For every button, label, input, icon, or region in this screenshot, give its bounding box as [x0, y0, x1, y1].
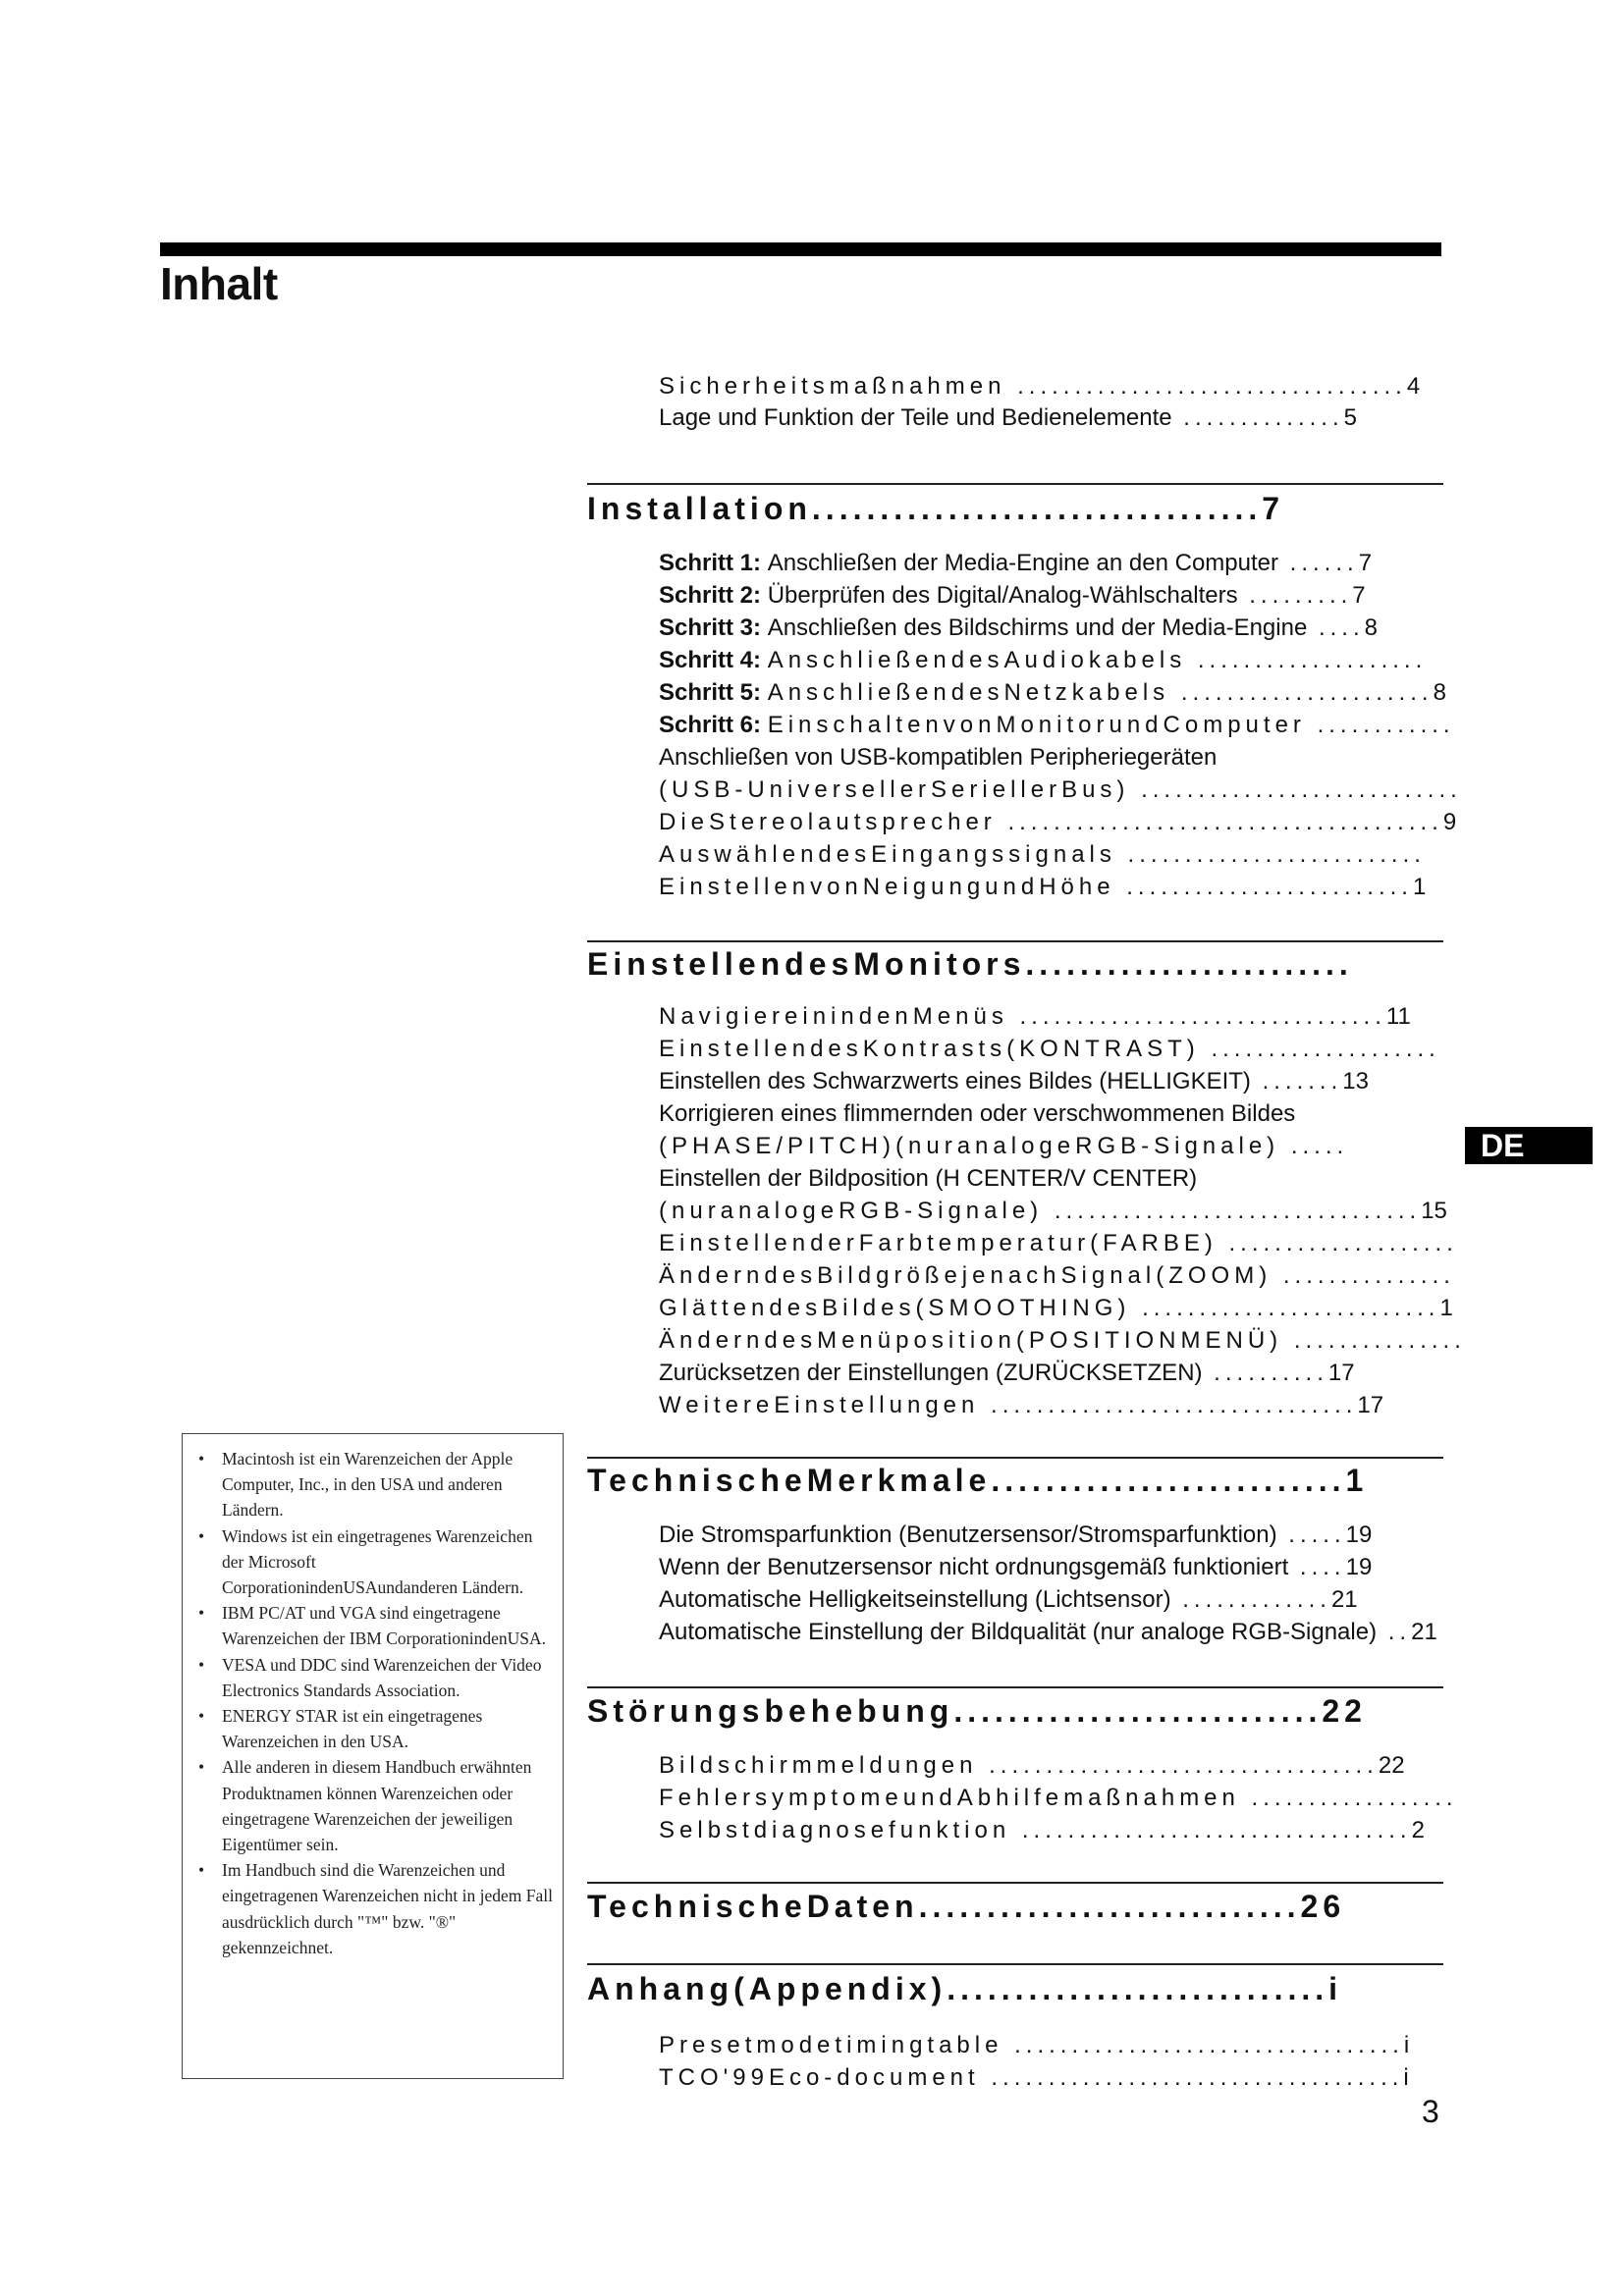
section-title: EinstellendesMonitors	[587, 946, 1026, 982]
toc-page-number: 19	[1345, 1522, 1373, 1548]
toc-entry	[587, 1752, 1405, 1780]
toc-page-number: 21	[1411, 1619, 1437, 1645]
section-title: Installation	[587, 491, 812, 526]
trademark-notes-box	[182, 1433, 564, 2079]
toc-entry	[587, 550, 1372, 577]
toc-entry	[587, 1522, 1372, 1549]
dot-leader: ..................	[1239, 1785, 1458, 1811]
toc-entry	[587, 373, 1420, 400]
section-title: Anhang(Appendix)	[587, 1971, 947, 2006]
toc-page-number: 17	[1357, 1392, 1384, 1418]
toc-entry	[587, 1100, 1295, 1128]
section-page-number: 1	[1345, 1463, 1369, 1498]
dot-leader: ..........................	[1115, 841, 1426, 868]
toc-page-number: 22	[1378, 1752, 1405, 1779]
dot-leader: ..................................	[1005, 373, 1407, 400]
toc-entry-text: Selbstdiagnosefunktion	[659, 1817, 1011, 1843]
step-label: Schritt 5:	[659, 679, 768, 706]
toc-page-number: 2	[1411, 1817, 1425, 1843]
language-tab: DE	[1465, 1127, 1593, 1164]
toc-page-number: 13	[1342, 1068, 1369, 1095]
dot-leader: ....	[1288, 1554, 1346, 1580]
toc-entry-text: Lage und Funktion der Teile und Bedienelemente	[659, 404, 1172, 431]
toc-page-number: 7	[1358, 550, 1373, 576]
dot-leader: ..........	[1202, 1360, 1328, 1386]
toc-entry	[587, 614, 1378, 642]
step-label: Schritt 3:	[659, 614, 768, 641]
toc-entry-text: GlättendesBildes(SMOOTHING)	[659, 1295, 1131, 1321]
toc-entry-text: Die Stromsparfunktion (Benutzersensor/Stromsparfunktion)	[659, 1522, 1277, 1548]
toc-entry-text: EinstellenvonNeigungundHöhe	[659, 874, 1115, 900]
dot-leader: .......	[1250, 1068, 1343, 1095]
toc-entry	[587, 809, 1456, 836]
toc-entry-text: Sicherheitsmaßnahmen	[659, 373, 1006, 400]
dot-leader: ......	[1278, 550, 1359, 576]
toc-entry-text: Presetmodetimingtable	[659, 2032, 1003, 2058]
toc-entry	[587, 1295, 1453, 1322]
dot-leader: ..........................	[991, 1463, 1346, 1498]
section-heading	[587, 946, 1353, 983]
toc-entry-text: Anschließen von USB-kompatiblen Peripheriegeräten	[659, 744, 1218, 771]
toc-entry	[587, 1165, 1197, 1193]
toc-entry-text: ÄnderndesMenüposition(POSITIONMENÜ)	[659, 1327, 1283, 1354]
toc-entry	[587, 2064, 1409, 2092]
toc-entry	[587, 1586, 1358, 1614]
section-heading	[587, 1463, 1368, 1499]
step-label: Schritt 6:	[659, 712, 768, 738]
dot-leader: ..................................	[1002, 2032, 1404, 2058]
section-rule	[587, 1457, 1443, 1459]
toc-page-number: 4	[1406, 373, 1421, 400]
toc-page-number: 9	[1442, 809, 1457, 835]
section-rule	[587, 1882, 1443, 1884]
section-page-number: i	[1328, 1971, 1343, 2006]
toc-entry-text: DieStereolautsprecher	[659, 809, 997, 835]
toc-entry	[587, 1360, 1355, 1387]
toc-entry-text: TCO'99Eco-document	[659, 2064, 980, 2091]
toc-entry-text: Anschließen der Media-Engine an den Computer	[767, 550, 1278, 576]
trademark-note: • Macintosh ist ein Warenzeichen der Apple Computer, Inc., in den USA und anderen Ländern.	[192, 1446, 555, 1523]
toc-entry-text: AnschließendesAudiokabels	[767, 647, 1187, 673]
top-rule	[160, 242, 1441, 256]
toc-entry-text: Einstellen der Bildposition (H CENTER/V CENTER)	[659, 1165, 1198, 1192]
toc-entry	[587, 2032, 1409, 2059]
toc-entry	[587, 1817, 1425, 1844]
dot-leader: ....................	[1199, 1036, 1440, 1062]
toc-entry	[587, 1003, 1411, 1031]
section-rule	[587, 1686, 1443, 1688]
toc-page-number: 11	[1385, 1003, 1411, 1030]
toc-entry	[587, 776, 1462, 804]
toc-entry-text: EinstellenderFarbtemperatur(FARBE)	[659, 1230, 1218, 1256]
toc-entry-text: FehlersymptomeundAbhilfemaßnahmen	[659, 1785, 1240, 1811]
toc-entry	[587, 1554, 1372, 1581]
toc-page-number: i	[1403, 2032, 1410, 2058]
toc-entry-text: AnschließendesNetzkabels	[767, 679, 1170, 706]
section-title: TechnischeMerkmale	[587, 1463, 992, 1498]
dot-leader: ..................................	[1010, 1817, 1412, 1843]
step-label: Schritt 1:	[659, 550, 768, 576]
toc-entry	[587, 404, 1357, 432]
step-label: Schritt 4:	[659, 647, 768, 673]
dot-leader: ............................	[947, 1971, 1329, 2006]
toc-page-number: 15	[1421, 1198, 1447, 1224]
toc-entry-text: (USB-UniversellerSeriellerBus)	[659, 776, 1130, 803]
toc-page-number: 8	[1364, 614, 1378, 641]
trademark-note: • Windows ist ein eingetragenes Warenzeichen der Microsoft CorporationindenUSAundanderen Ländern.	[192, 1523, 555, 1601]
toc-entry	[587, 1327, 1466, 1355]
dot-leader: ...............	[1282, 1327, 1466, 1354]
toc-entry	[587, 1133, 1348, 1160]
dot-leader: ..........................	[1130, 1295, 1440, 1321]
dot-leader: .....	[1279, 1133, 1349, 1159]
toc-entry-text: Anschließen des Bildschirms und der Media-Engine	[767, 614, 1308, 641]
dot-leader: .........................	[1114, 874, 1413, 900]
toc-entry	[587, 1262, 1455, 1290]
toc-entry	[587, 744, 1217, 772]
section-title: Störungsbehebung	[587, 1693, 954, 1729]
toc-page-number: 5	[1343, 404, 1357, 431]
toc-entry-text: Überprüfen des Digital/Analog-Wählschalters	[767, 582, 1238, 609]
section-rule	[587, 940, 1443, 942]
toc-entry-text: EinstellendesKontrasts(KONTRAST)	[659, 1036, 1200, 1062]
dot-leader: ...............	[1272, 1262, 1455, 1289]
toc-entry-text: Korrigieren eines flimmernden oder verschwommenen Bildes	[659, 1100, 1296, 1127]
dot-leader: .....	[1276, 1522, 1346, 1548]
toc-entry-text: Zurücksetzen der Einstellungen (ZURÜCKSETZEN)	[659, 1360, 1203, 1386]
dot-leader: ....................................	[979, 2064, 1404, 2091]
toc-entry	[587, 679, 1446, 707]
toc-entry	[587, 1785, 1458, 1812]
toc-entry	[587, 712, 1455, 739]
toc-page-number: 8	[1433, 679, 1446, 706]
section-rule	[587, 1963, 1443, 1965]
toc-page-number: 21	[1330, 1586, 1358, 1613]
dot-leader: .................................	[811, 491, 1263, 526]
dot-leader: .........	[1237, 582, 1353, 609]
toc-page-number: 7	[1352, 582, 1366, 609]
dot-leader: ..................................	[977, 1752, 1379, 1779]
toc-entry	[587, 841, 1426, 869]
section-title: TechnischeDaten	[587, 1889, 919, 1924]
trademark-note: • Alle anderen in diesem Handbuch erwähnten Produktnamen können Warenzeichen oder eingetragene Warenzeichen der jeweiligen Eigentümer sein.	[192, 1754, 555, 1857]
toc-entry-text: Einstellen des Schwarzwerts eines Bildes (HELLIGKEIT)	[659, 1068, 1251, 1095]
trademark-note: • VESA und DDC sind Warenzeichen der Video Electronics Standards Association.	[192, 1652, 555, 1703]
dot-leader: .............	[1170, 1586, 1331, 1613]
section-heading	[587, 1693, 1367, 1730]
dot-leader: ................................	[1043, 1198, 1422, 1224]
toc-entry-text: NavigiereinindenMenüs	[659, 1003, 1008, 1030]
dot-leader: ....................	[1217, 1230, 1458, 1256]
toc-entry	[587, 1068, 1369, 1095]
toc-entry	[587, 1198, 1447, 1225]
dot-leader: ................................	[979, 1392, 1358, 1418]
toc-page-number: 1	[1412, 874, 1427, 900]
toc-page-number: 1	[1439, 1295, 1453, 1321]
toc-page-number: 17	[1327, 1360, 1355, 1386]
toc-entry	[587, 874, 1426, 901]
dot-leader: ........................	[1025, 946, 1353, 982]
trademark-note: • ENERGY STAR ist ein eingetragenes Warenzeichen in den USA.	[192, 1703, 555, 1754]
dot-leader: ...........................	[953, 1693, 1323, 1729]
dot-leader: ......................................	[996, 809, 1443, 835]
toc-entry-text: Bildschirmmeldungen	[659, 1752, 978, 1779]
dot-leader: ................................	[1007, 1003, 1386, 1030]
dot-leader: ..............	[1171, 404, 1344, 431]
toc-entry-text: Automatische Helligkeitseinstellung (Lichtsensor)	[659, 1586, 1171, 1613]
dot-leader: ............................	[1129, 776, 1462, 803]
toc-entry	[587, 1230, 1458, 1257]
section-heading	[587, 1971, 1342, 2007]
dot-leader: ....................	[1186, 647, 1428, 673]
toc-entry-text: (nuranalogeRGB-Signale)	[659, 1198, 1044, 1224]
toc-page-number: i	[1403, 2064, 1409, 2091]
section-rule	[587, 483, 1443, 485]
toc-entry-text: EinschaltenvonMonitorundComputer	[767, 712, 1306, 738]
trademark-notes-list	[192, 1446, 555, 1960]
dot-leader: ............................	[918, 1889, 1301, 1924]
section-page-number: 26	[1300, 1889, 1346, 1924]
page-number: 3	[1422, 2094, 1439, 2129]
page-title: Inhalt	[160, 258, 278, 309]
toc-entry	[587, 1619, 1437, 1646]
dot-leader: ....	[1307, 614, 1365, 641]
toc-entry-text: Wenn der Benutzersensor nicht ordnungsgemäß funktioniert	[659, 1554, 1289, 1580]
toc-entry	[587, 647, 1427, 674]
dot-leader: ............	[1305, 712, 1455, 738]
toc-entry-text: ÄnderndesBildgrößejenachSignal(ZOOM)	[659, 1262, 1272, 1289]
dot-leader: ..	[1377, 1619, 1412, 1645]
trademark-note: • IBM PC/AT und VGA sind eingetragene Warenzeichen der IBM CorporationindenUSA.	[192, 1600, 555, 1651]
section-heading	[587, 491, 1284, 527]
toc-entry-text: WeitereEinstellungen	[659, 1392, 980, 1418]
dot-leader: ......................	[1169, 679, 1434, 706]
section-page-number: 7	[1262, 491, 1285, 526]
toc-entry	[587, 582, 1366, 610]
section-heading	[587, 1889, 1345, 1925]
toc-entry	[587, 1036, 1440, 1063]
trademark-note: • Im Handbuch sind die Warenzeichen und eingetragenen Warenzeichen nicht in jedem Fall ausdrücklich durch "™" bzw. "®" gekennzeichnet.	[192, 1857, 555, 1960]
toc-entry	[587, 1392, 1383, 1419]
toc-page-number: 19	[1345, 1554, 1373, 1580]
toc-entry-text: (PHASE/PITCH)(nuranalogeRGB-Signale)	[659, 1133, 1280, 1159]
step-label: Schritt 2:	[659, 582, 768, 609]
toc-entry-text: AuswählendesEingangssignals	[659, 841, 1116, 868]
section-page-number: 22	[1322, 1693, 1367, 1729]
toc-entry-text: Automatische Einstellung der Bildqualität (nur analoge RGB-Signale)	[659, 1619, 1378, 1645]
